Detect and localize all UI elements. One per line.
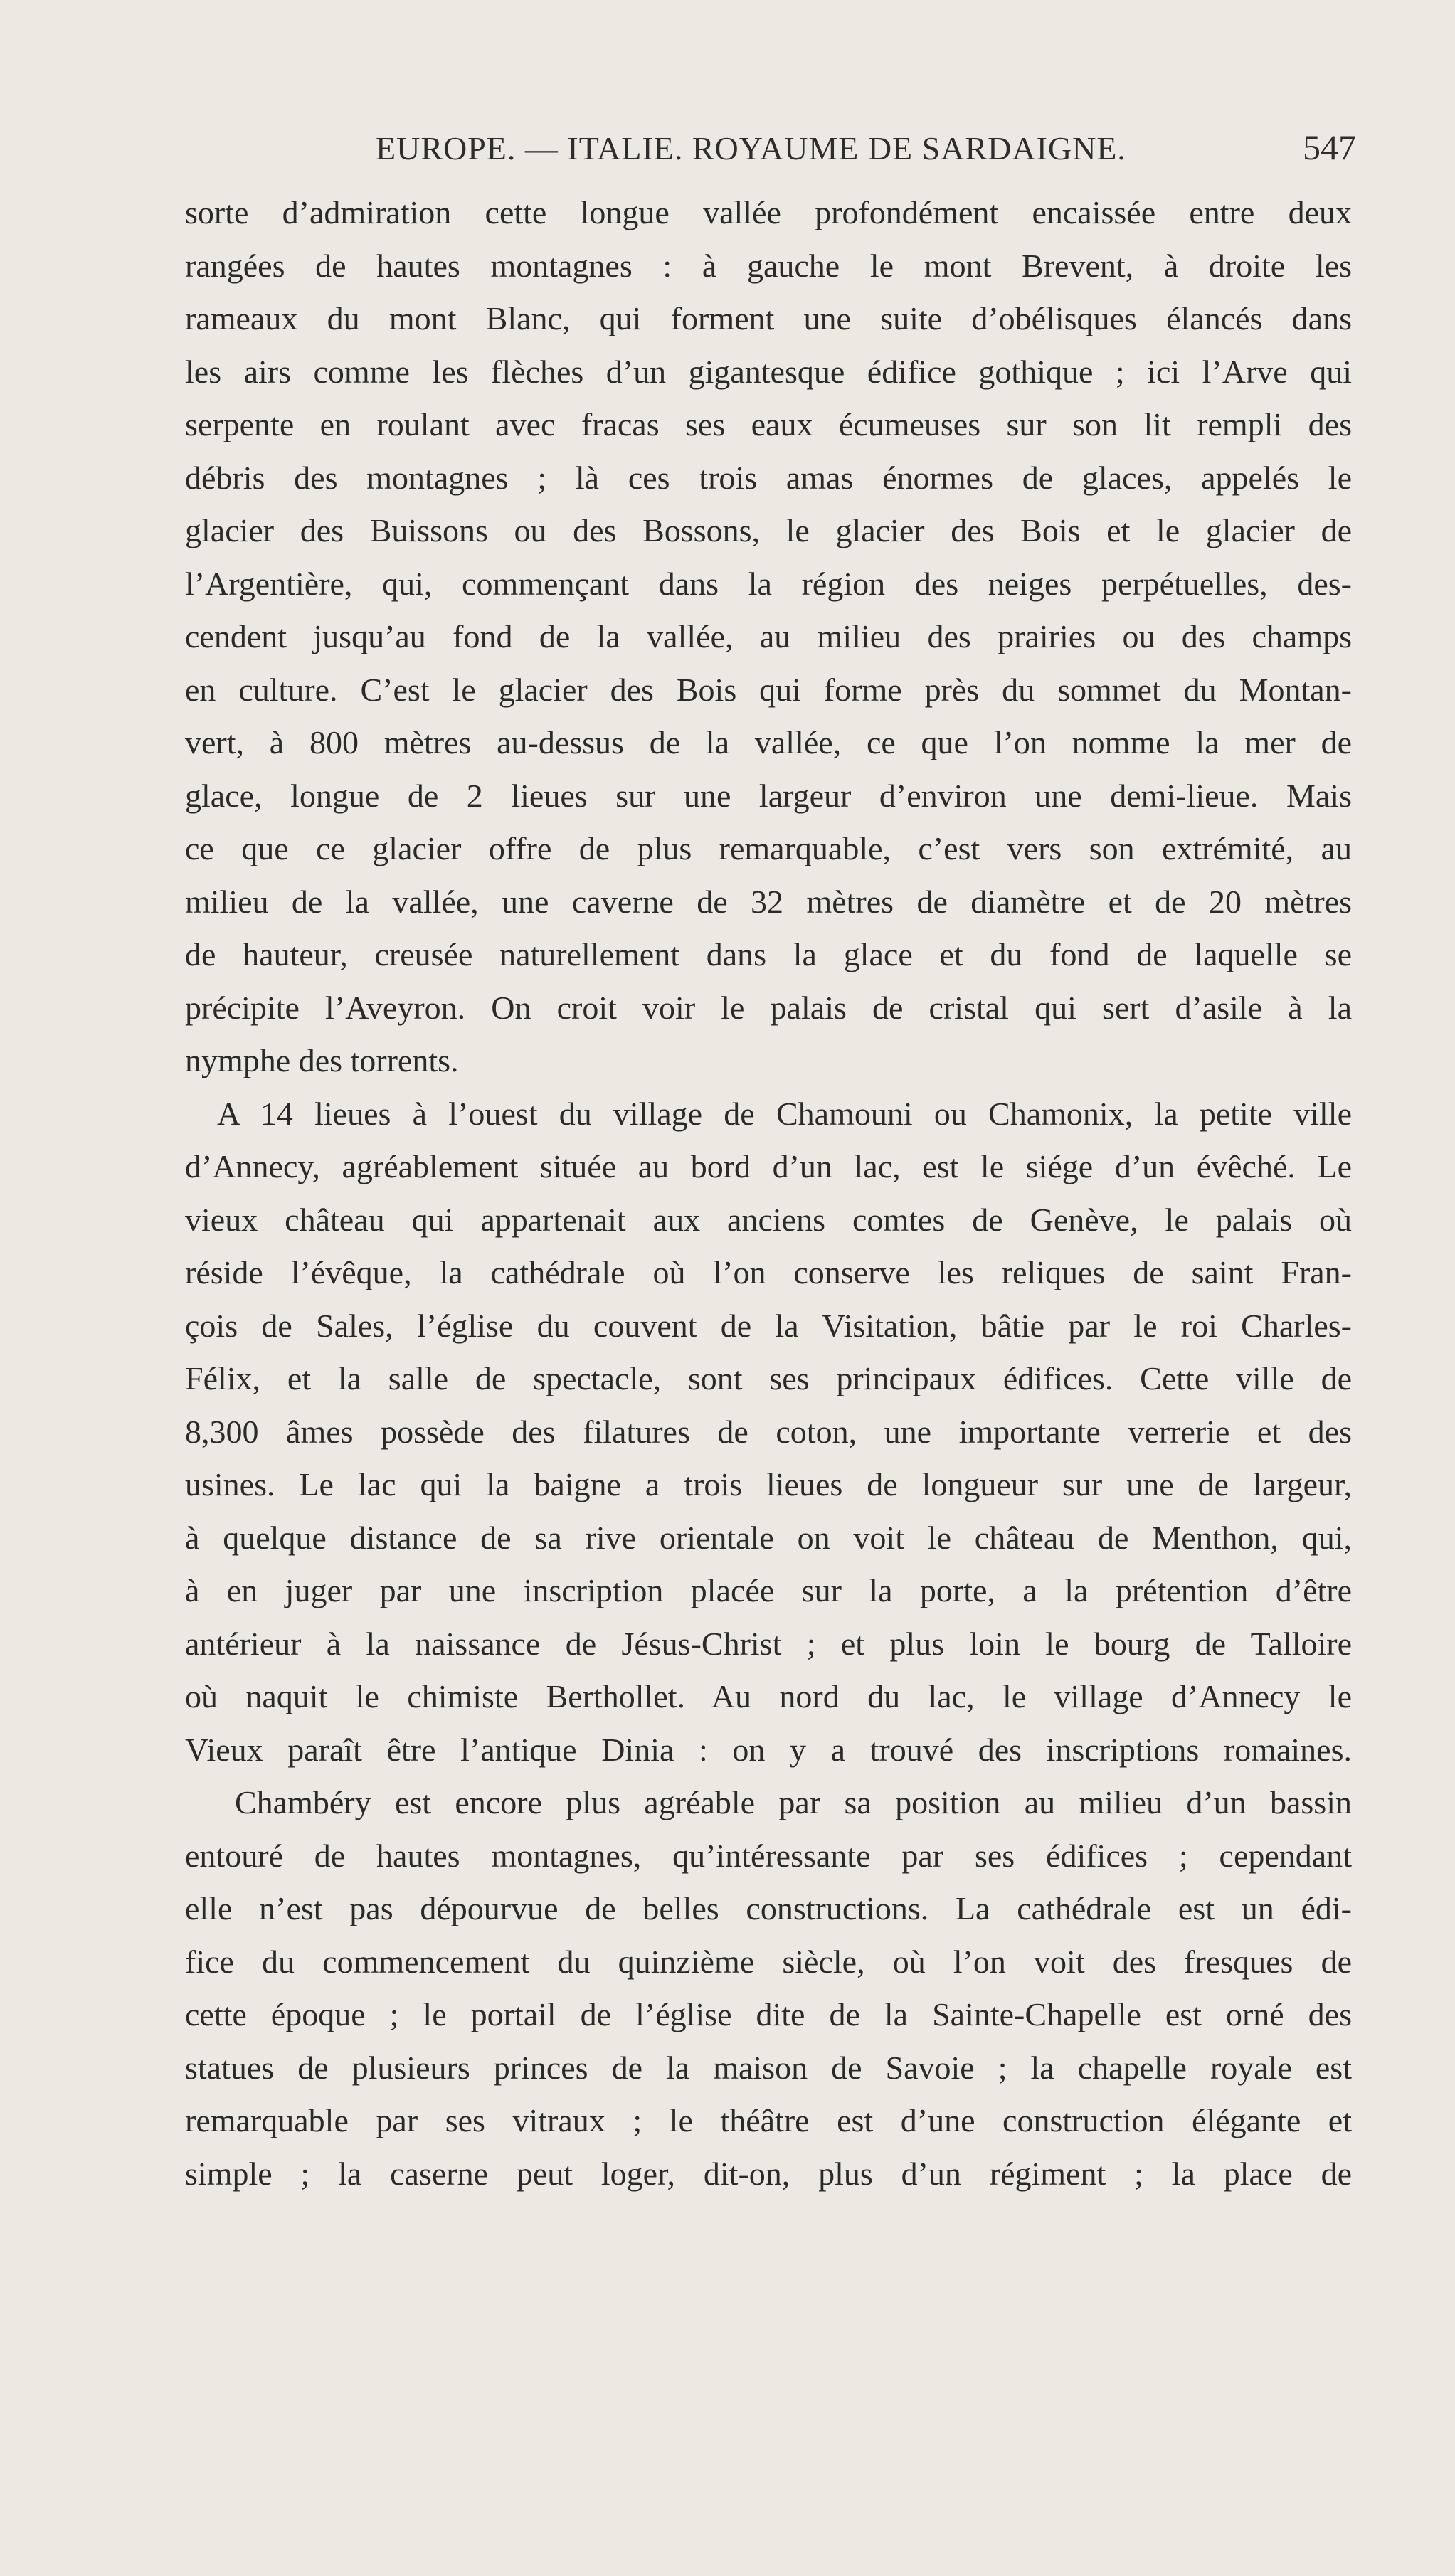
text-line: fice du commencement du quinzième siècle, où l’on voit des fresques de <box>185 1943 1352 1980</box>
text-line: cendent jusqu’au fond de la vallée, au milieu des prairies ou des champs <box>185 618 1352 654</box>
text-line: de hauteur, creusée naturellement dans la glace et du fond de laquelle se <box>185 936 1352 972</box>
text-line: 8,300 âmes possède des filatures de coton, une importante verrerie et des <box>185 1413 1352 1450</box>
text-line: sorte d’admiration cette longue vallée profondément encaissée entre deux <box>185 194 1352 230</box>
text-line: serpente en roulant avec fracas ses eaux écumeuses sur son lit rempli des <box>185 406 1352 442</box>
text-line: où naquit le chimiste Berthollet. Au nord du lac, le village d’Annecy le <box>185 1678 1352 1714</box>
text-line: entouré de hautes montagnes, qu’intéressante par ses édifices ; cependant <box>185 1837 1352 1874</box>
text-line: remarquable par ses vitraux ; le théâtre est d’une construction élégante et <box>185 2102 1352 2138</box>
text-line: çois de Sales, l’église du couvent de la Visitation, bâtie par le roi Charles- <box>185 1307 1352 1344</box>
text-line: rameaux du mont Blanc, qui forment une suite d’obélisques élancés dans <box>185 300 1352 336</box>
text-line: débris des montagnes ; là ces trois amas énormes de glaces, appelés le <box>185 459 1352 496</box>
text-line: usines. Le lac qui la baigne a trois lieues de longueur sur une de largeur, <box>185 1466 1352 1502</box>
text-line: statues de plusieurs princes de la maison de Savoie ; la chapelle royale est <box>185 2049 1352 2086</box>
text-line: à quelque distance de sa rive orientale on voit le château de Menthon, qui, <box>185 1519 1352 1556</box>
text-line: glacier des Buissons ou des Bossons, le glacier des Bois et le glacier de <box>185 512 1352 548</box>
text-line: simple ; la caserne peut loger, dit-on, plus d’un régiment ; la place de <box>185 2155 1352 2192</box>
running-header <box>376 129 1356 179</box>
text-line: Vieux paraît être l’antique Dinia : on y a trouvé des inscriptions romaines. <box>185 1731 1352 1768</box>
text-line: l’Argentière, qui, commençant dans la région des neiges perpétuelles, des- <box>185 565 1352 602</box>
text-line: vieux château qui appartenait aux anciens comtes de Genève, le palais où <box>185 1201 1352 1238</box>
page-number: 547 <box>1303 127 1356 167</box>
text-line: glace, longue de 2 lieues sur une largeur d’environ une demi-lieue. Mais <box>185 777 1352 814</box>
text-line: vert, à 800 mètres au-dessus de la vallée, ce que l’on nomme la mer de <box>185 724 1352 760</box>
text-line: les airs comme les flèches d’un gigantesque édifice gothique ; ici l’Arve qui <box>185 353 1352 390</box>
text-line: réside l’évêque, la cathédrale où l’on conserve les reliques de saint Fran- <box>185 1254 1352 1290</box>
text-line: rangées de hautes montagnes : à gauche le mont Brevent, à droite les <box>185 247 1352 284</box>
text-line: elle n’est pas dépourvue de belles constructions. La cathédrale est un édi- <box>185 1890 1352 1926</box>
text-line: Félix, et la salle de spectacle, sont ses principaux édifices. Cette ville de <box>185 1360 1352 1396</box>
text-line: d’Annecy, agréablement située au bord d’un lac, est le siége d’un évêché. Le <box>185 1148 1352 1184</box>
text-line: précipite l’Aveyron. On croit voir le palais de cristal qui sert d’asile à la <box>185 989 1352 1026</box>
text-line: à en juger par une inscription placée sur la porte, a la prétention d’être <box>185 1572 1352 1608</box>
text-line: cette époque ; le portail de l’église dite de la Sainte-Chapelle est orné des <box>185 1996 1352 2032</box>
running-title: EUROPE. — ITALIE. ROYAUME DE SARDAIGNE. <box>376 130 1126 166</box>
text-line: A 14 lieues à l’ouest du village de Chamouni ou Chamonix, la petite ville <box>217 1095 1352 1132</box>
text-line: nymphe des torrents. <box>185 1042 459 1078</box>
body-text <box>185 186 1352 2200</box>
text-line: antérieur à la naissance de Jésus-Christ ; et plus loin le bourg de Talloire <box>185 1625 1352 1662</box>
text-line: en culture. C’est le glacier des Bois qui forme près du sommet du Montan- <box>185 671 1352 708</box>
text-line: milieu de la vallée, une caverne de 32 mètres de diamètre et de 20 mètres <box>185 883 1352 920</box>
text-line: Chambéry est encore plus agréable par sa position au milieu d’un bassin <box>235 1784 1352 1820</box>
text-line: ce que ce glacier offre de plus remarquable, c’est vers son extrémité, au <box>185 830 1352 866</box>
